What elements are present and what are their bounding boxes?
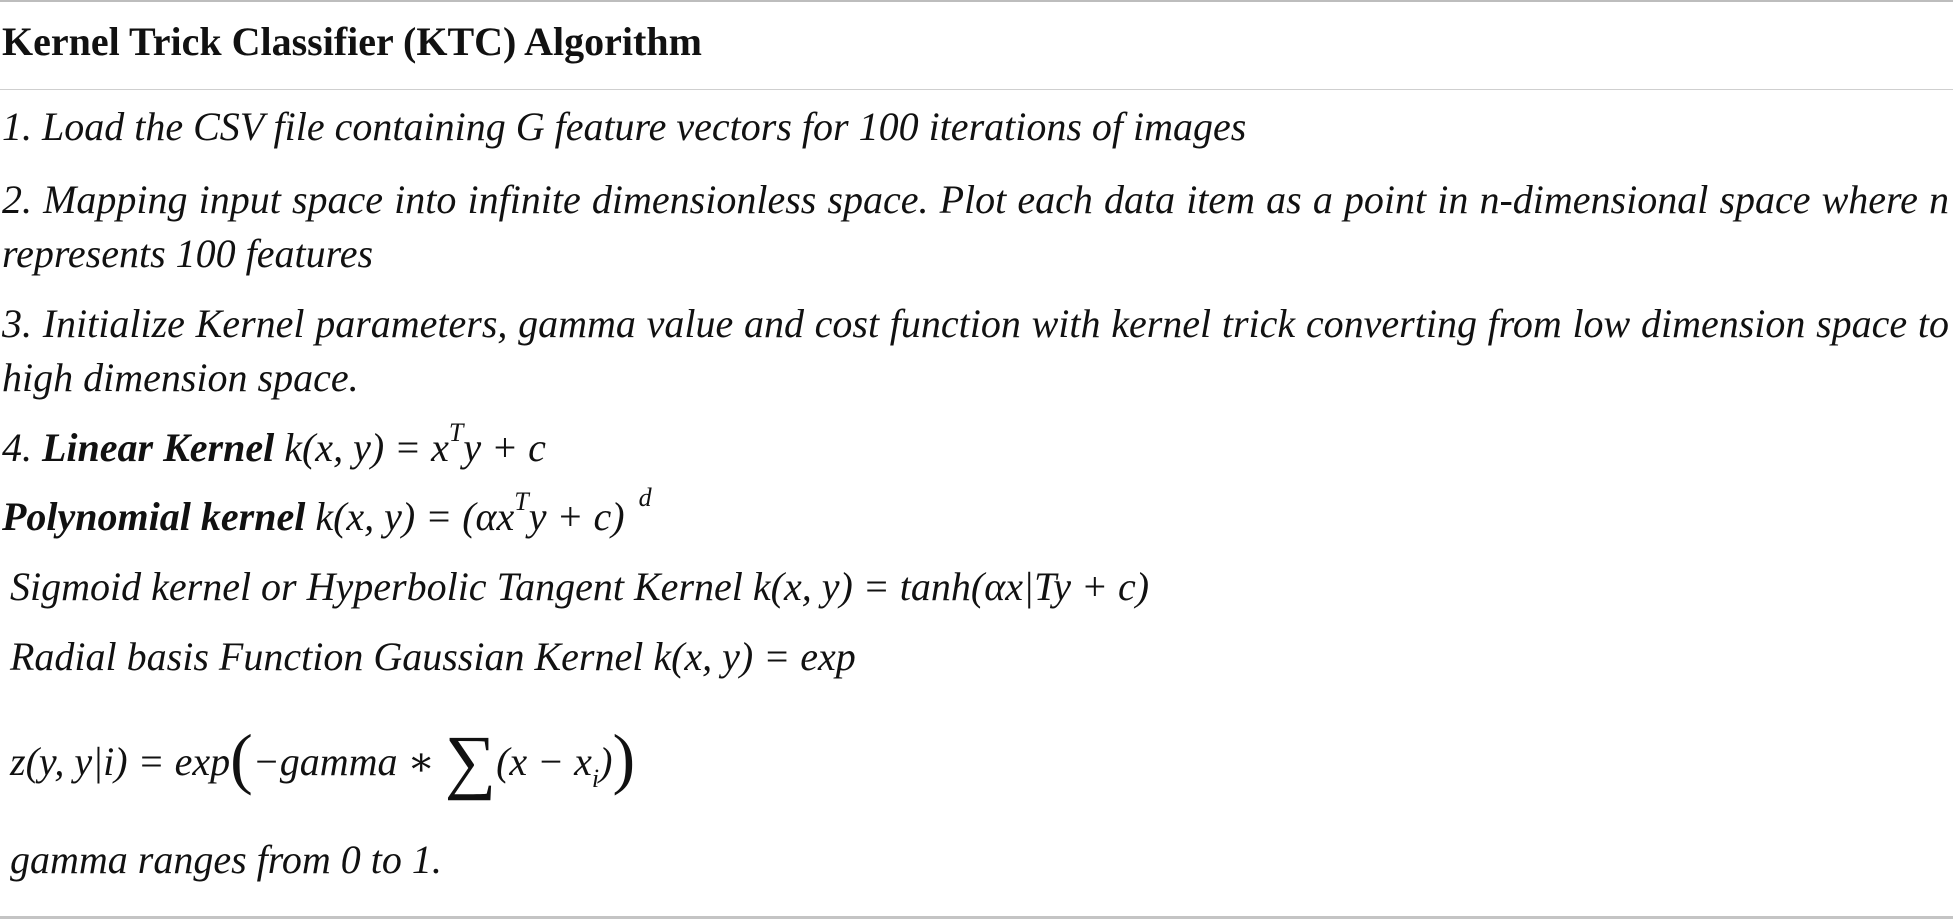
step-3: 3. Initialize Kernel parameters, gamma value and cost function with kernel trick converting from low dimension space to high dimension space. [2, 301, 1949, 400]
linear-kernel-transpose: T [448, 418, 464, 447]
gaussian-formula-inner: −gamma ∗ [252, 739, 445, 784]
step-1: 1. Load the CSV file containing G feature vectors for 100 iterations of images [2, 104, 1247, 149]
gaussian-formula-term: (x − x [496, 739, 592, 784]
rbf-kernel: Radial basis Function Gaussian Kernel k(x, y) = exp [10, 634, 856, 679]
polynomial-kernel [2, 483, 1949, 549]
polynomial-kernel-transpose: T [514, 487, 529, 516]
polynomial-kernel-exponent: d [638, 483, 652, 512]
algorithm-title: Kernel Trick Classifier (KTC) Algorithm [2, 19, 702, 64]
gaussian-formula [10, 720, 1953, 801]
linear-kernel-formula: k(x, y) = x [284, 425, 449, 470]
polynomial-kernel-formula: k(x, y) = (αx [315, 494, 515, 539]
gaussian-formula-close: ) [599, 739, 613, 784]
step-2: 2. Mapping input space into infinite dimensionless space. Plot each data item as a point in n-dimensional space where n represents 100 features [2, 177, 1949, 276]
step-4-linear-kernel [2, 418, 1949, 480]
top-rule [0, 0, 1953, 2]
polynomial-kernel-formula-end: y + c) [528, 494, 625, 539]
right-paren: ) [612, 720, 636, 796]
sigmoid-kernel: Sigmoid kernel or Hyperbolic Tangent Kernel k(x, y) = tanh(αx|Ty + c) [10, 564, 1150, 609]
gamma-range-note: gamma ranges from 0 to 1. [10, 837, 442, 882]
gaussian-formula-subscript: i [591, 764, 600, 793]
linear-kernel-formula-end: y + c [463, 425, 546, 470]
polynomial-kernel-label: Polynomial kernel [2, 494, 306, 539]
left-paren: ( [230, 720, 253, 796]
title-rule [0, 89, 1953, 90]
step-4-number: 4. [2, 425, 42, 470]
summation-symbol: ∑ [444, 721, 497, 801]
gaussian-formula-left: z(y, y|i) = exp [10, 739, 231, 784]
linear-kernel-label: Linear Kernel [42, 425, 275, 470]
